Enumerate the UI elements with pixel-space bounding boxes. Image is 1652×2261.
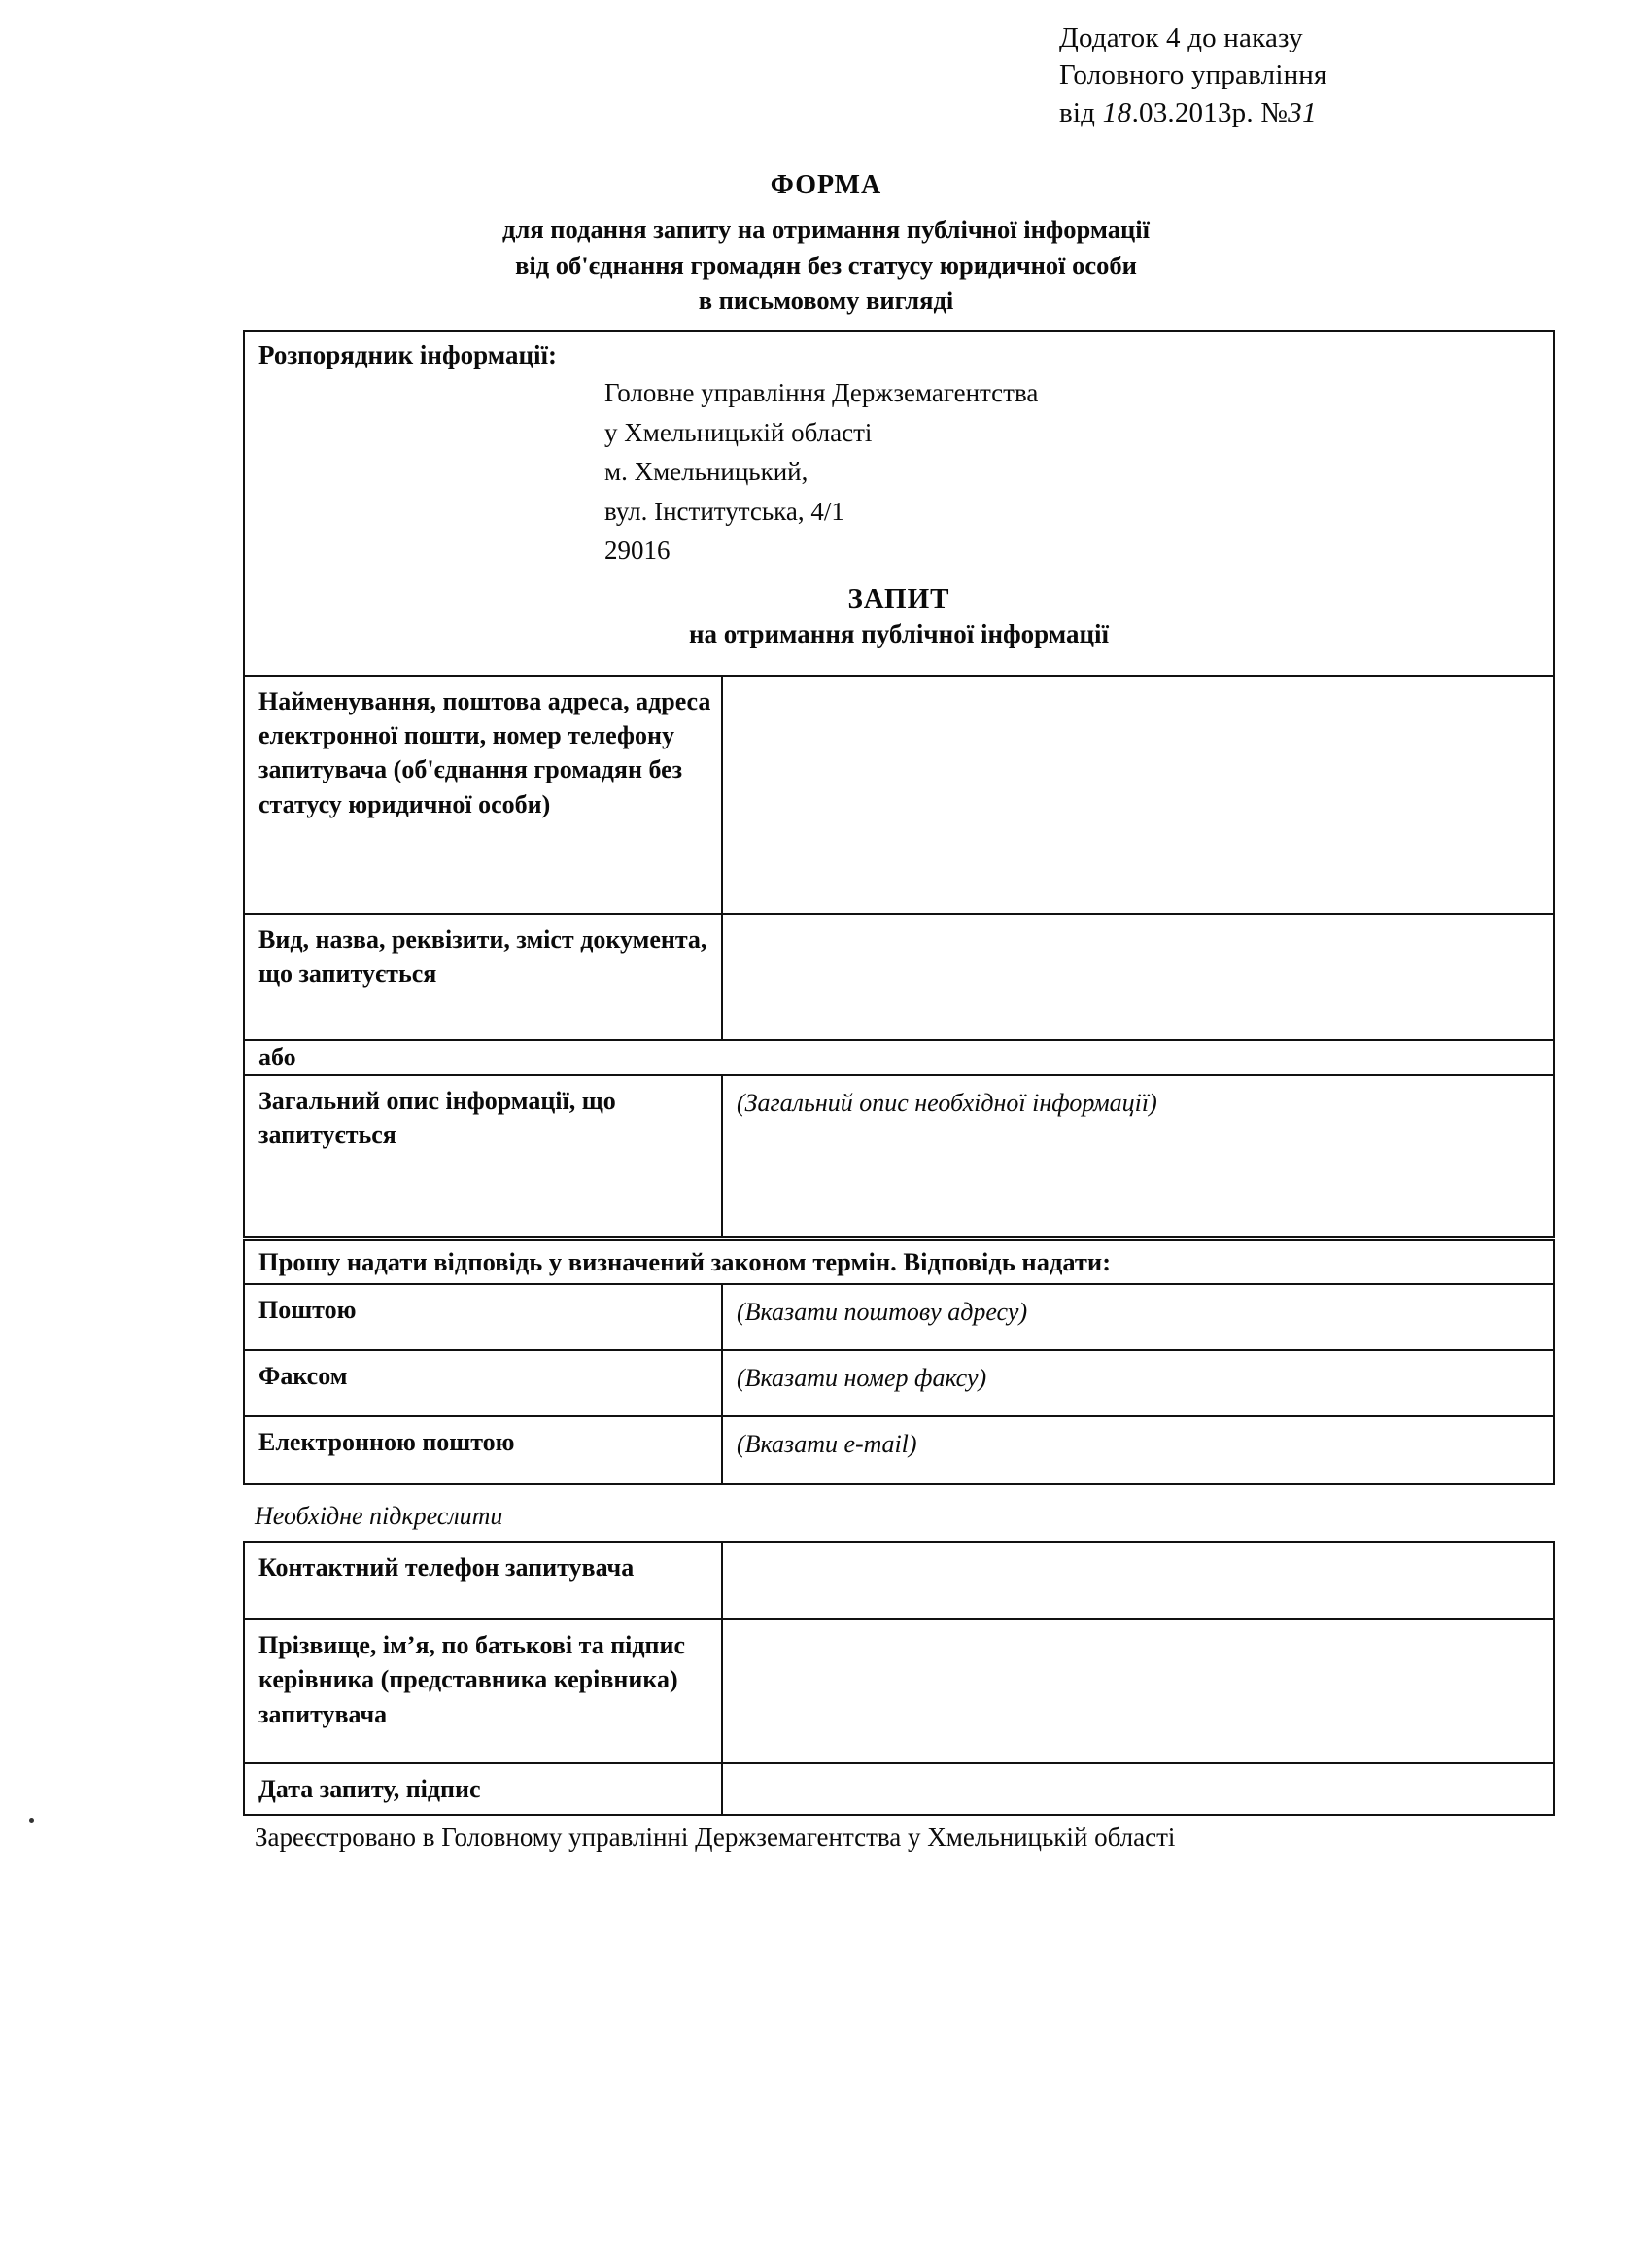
- header-line-2: Головного управління: [1059, 59, 1327, 91]
- request-heading: ЗАПИТ: [847, 582, 950, 614]
- response-by-fax-field[interactable]: (Вказати номер факсу): [737, 1364, 987, 1392]
- requester-details-label: Найменування, поштова адреса, адреса електронної пошти, номер телефону запитувача (об'єднання громадян без статусу юридичної особи): [245, 677, 723, 913]
- request-subheading: на отримання публічної інформації: [688, 618, 1110, 648]
- table-row: [245, 1076, 1553, 1236]
- general-description-field[interactable]: (Загальний опис необхідної інформації): [737, 1088, 1157, 1117]
- requester-details-field[interactable]: [723, 677, 1553, 913]
- request-date-signature-field[interactable]: [723, 1764, 1553, 1814]
- page-subtitle-line-1: для подання запиту на отримання публічної інформації: [502, 215, 1150, 244]
- contact-phone-field[interactable]: [723, 1543, 1553, 1618]
- table-row: [245, 1620, 1553, 1764]
- header-line-1: Додаток 4 до наказу: [1059, 22, 1303, 53]
- request-main-table: [243, 330, 1555, 1238]
- table-row: [245, 1764, 1553, 1814]
- page-subtitle: [0, 212, 1652, 319]
- document-details-field[interactable]: [723, 915, 1553, 1039]
- header-order-number: 31: [1288, 96, 1318, 128]
- table-row: [245, 1543, 1553, 1620]
- header-line-3-mid: .03.2013р. №: [1131, 96, 1289, 128]
- registration-footer: Зареєстровано в Головному управлінні Держземагентства у Хмельницькій області: [255, 1823, 1176, 1852]
- or-row: [245, 1041, 1553, 1076]
- table-row: [245, 677, 1553, 915]
- request-date-signature-label: Дата запиту, підпис: [245, 1764, 723, 1814]
- header-date-day: 18: [1102, 96, 1132, 128]
- header-line-3-prefix: від: [1059, 96, 1103, 128]
- recipient-row: [245, 332, 1553, 677]
- document-header-note: [1059, 19, 1603, 131]
- table-row: [245, 1417, 1553, 1483]
- head-name-signature-field[interactable]: [723, 1620, 1553, 1762]
- general-description-label: Загальний опис інформації, що запитується: [245, 1076, 723, 1236]
- response-method-heading: Прошу надати відповідь у визначений законом термін. Відповідь надати:: [258, 1247, 1112, 1276]
- response-by-email-label[interactable]: Електронною поштою: [245, 1417, 723, 1483]
- head-name-signature-label: Прізвище, ім’я, по батькові та підпис керівника (представника керівника) запитувача: [245, 1620, 723, 1762]
- contact-phone-label: Контактний телефон запитувача: [245, 1543, 723, 1618]
- response-by-post-field[interactable]: (Вказати поштову адресу): [737, 1298, 1028, 1326]
- recipient-label: Розпорядник інформації:: [258, 340, 558, 369]
- scan-artifact-dot: [29, 1818, 34, 1823]
- recipient-cell: [245, 332, 1553, 675]
- table-row: [245, 1351, 1553, 1417]
- recipient-address-line-4: вул. Інститутська, 4/1: [604, 496, 844, 526]
- underline-note: Необхідне підкреслити: [255, 1502, 503, 1530]
- response-method-heading-row: [245, 1241, 1553, 1285]
- table-row: [245, 1285, 1553, 1351]
- response-method-table: [243, 1239, 1555, 1485]
- response-by-fax-label[interactable]: Факсом: [245, 1351, 723, 1415]
- requester-signature-table: [243, 1541, 1555, 1816]
- or-label: або: [258, 1042, 296, 1071]
- response-by-post-label[interactable]: Поштою: [245, 1285, 723, 1349]
- document-details-label: Вид, назва, реквізити, зміст документа, що запитується: [245, 915, 723, 1039]
- header-line-3: [1059, 94, 1603, 131]
- recipient-address-line-2: у Хмельницькій області: [604, 417, 873, 447]
- recipient-address-line-5: 29016: [604, 536, 671, 566]
- recipient-address-line-3: м. Хмельницький,: [604, 457, 809, 487]
- page-title: ФОРМА: [770, 170, 882, 200]
- table-row: [245, 915, 1553, 1041]
- page-subtitle-line-2: від об'єднання громадян без статусу юридичної особи: [515, 250, 1137, 280]
- recipient-address-line-1: Головне управління Держземагентства: [604, 378, 1039, 407]
- response-by-email-field[interactable]: (Вказати e-mail): [737, 1430, 917, 1458]
- page-subtitle-line-3: в письмовому вигляді: [698, 286, 954, 316]
